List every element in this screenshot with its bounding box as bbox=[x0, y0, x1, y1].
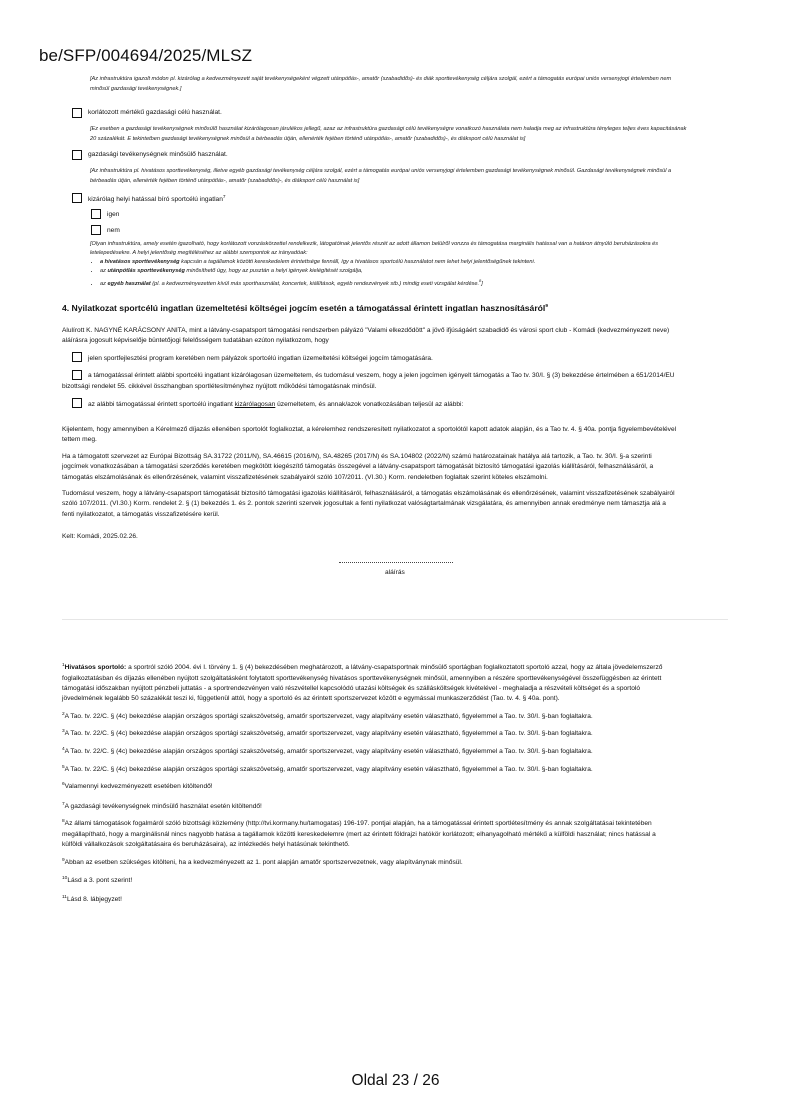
section-heading-text: 4. Nyilatkozat sportcélú ingatlan üzemeltetési költségei jogcím esetén a támogatással érintett ingatlan hasznosításáról bbox=[62, 303, 546, 313]
option-note bbox=[90, 166, 671, 186]
footnote-divider bbox=[62, 619, 728, 620]
checkbox-no[interactable] bbox=[91, 225, 101, 235]
note-top-line: [Az infrastruktúra igazolt módon pl. kizárólag a kedvezményezett saját tevékenységeként végzett utánpótlás-, amatőr (szabadidős)- és diák sporttevékenység céljára szolgál, ezért a támogatás európai uniós versenyjogi értelemben nem bbox=[90, 76, 672, 82]
footnotes bbox=[62, 661, 732, 906]
option-label-text: kizárólag helyi hatással bíró sportcélú ingatlan bbox=[88, 196, 223, 204]
paragraph: Tudomásul veszem, hogy a látvány-csapatsport támogatását biztosító támogatási igazolás kiállításáról, felhasználásáról, a támogatás elszámolásának és ellenőrzésének, valamint visszafizetésének szabályairól szóló 107/2011. (VI.30.) Korm. rendelet 2. § (1) bekezdés 1. és 2. pontok szerinti szervek jogosultak a fenti nyilatkozat valóságtartalmának vizsgálatára, és amennyiben annak eredménye nem támasztja alá a fenti nyilatkozatot, a támogatás visszafizetésére kerül. bbox=[62, 490, 675, 518]
signing-date: Kelt: Komádi, 2025.02.26. bbox=[62, 533, 138, 540]
criteria-list bbox=[90, 258, 658, 289]
signature-line bbox=[339, 562, 453, 563]
intro-line: aláírásra jogosult képviselője büntetőjogi felelősségem tudatában ezúton nyilatkozom, hogy bbox=[62, 337, 329, 345]
option-label: jelen sportfejlesztési program keretében nem pályázok sportcélú ingatlan üzemeltetési költségei jogcím támogatására. bbox=[88, 355, 433, 362]
footnote: $^3$A Tao. tv. 22/C. § (4c) bekezdése alapján országos sportági szakszövetség, amatőr sportszervezet, vagy alapítvány esetén választható, figyelemmel a Tao. tv. 30/I. §-ban foglaltakra. bbox=[62, 729, 593, 738]
footnote: $^1$Hivatásos sportoló: a sportról szóló 2004. évi I. törvény 1. § (4) bekezdésében meghatározott, a látvány-csapatsportnak minősülő sportágban foglalkoztatott sportoló azzal, hogy az általa jövedelemszerző foglalkoztatásban és díjazás ellenében nyújtott szolgáltatásként folytatott sporttevékenység hivatásos sporttevékenységnek minősül, amennyiben a részére sporttevékenységével összefüggésben az érintett támogatási időszakban nyújtott pénzbeli juttatás - a sportrendezvényen való részvétellel kapcsolódó utazási költségek és szállásköltségek kivételével - meghaladja a részvételi költséget és a sportoló jövedelmének legalább 50 százalékát teszi ki, függetlenül attól, hogy a sportoló és az érintett sportszervezet között e egymással munkaszerződést (Tao. tv. 4. § 40a. pont). bbox=[62, 663, 663, 703]
checkbox-local-impact[interactable] bbox=[72, 193, 82, 203]
list-item: • a hivatásos sporttevékenység kapcsán a tagállamok közötti kereskedelem érintettsége fennáll, így a hivatásos sportcélú használatot nem lehet helyi jelentőségűnek tekinteni. bbox=[100, 258, 658, 267]
declaration-intro bbox=[62, 326, 669, 347]
paragraph: Kijelentem, hogy amennyiben a Kérelmező díjazás ellenében sportolót foglalkoztat, a kérelemhez rendszeresített nyilatkozatot a sportolótól kapott adatok alapján, és a Tao tv. 4. § 40a. pontja figyelembevételével tettem meg. bbox=[62, 426, 677, 444]
option-label: korlátozott mértékű gazdasági célú használat. bbox=[88, 109, 222, 116]
checkbox-no-application[interactable] bbox=[72, 352, 82, 362]
note-line: [Olyan infrastruktúra, amely esetén igazolható, hogy korlátozott vonzáskörzettel rendelkezik, látogatóinak jelentős részét az adott államon belülről vonzza és támogatása marginális hatással van a határon átnyúló beruházásokra és bbox=[90, 241, 659, 247]
option-note bbox=[90, 124, 686, 144]
signature-label: aláírás bbox=[385, 569, 405, 576]
footnote: $^{11}$Lásd 8. lábjegyzet! bbox=[62, 894, 122, 904]
note-line: bérbeadás útján, ellenérték fejében történő utánpótlás-, amatőr (szabadidős)-, és diáksport célú használat is] bbox=[90, 178, 360, 184]
option-note bbox=[90, 240, 658, 289]
option-line: a támogatással érintett alábbi sportcélú ingatlant kizárólagosan üzemeltetem, és tudomásul veszem, hogy a jelen jogcímen igényelt támogatás a Tao tv. 30/I. § (3) bekezdése értelmében a 651/2014/EU bbox=[88, 372, 675, 379]
footnote: $^{10}$Lásd a 3. pont szerint! bbox=[62, 876, 133, 885]
checkbox-limited-economic-use[interactable] bbox=[72, 108, 82, 118]
option-label bbox=[88, 371, 675, 381]
intro-line: Alulírott K. NAGYNÉ KARÁCSONY ANITA, mint a látvány-csapatsport támogatási rendszerben pályázó "Valami elkezdődött" a jövő ifjúságáért szabadidő és városi sport club - Komádi (kedvezményezett neve) bbox=[62, 327, 670, 334]
footnote: $^8$Az állami támogatások fogalmáról szóló bizottsági közlemény (http://tvi.kormany.hu/tamogatas) 196-197. pontjai alapján, ha a támogatással érintett sportlétesítmény és annak szolgáltatásai tekintetében megállapítható, hogy a marginálisnál nincs nagyobb hatása a tagállamok közötti kereskedelemre (mert az érintett földrajzi hatókör korlátozott; elhanyagolható mértékű a külföldi használat; nincs hatással a külföldi vállalkozások szolgáltatásaira és beruházásaira), az intézkedés helyi hatásúnak tekinthető. bbox=[62, 819, 656, 849]
option-label: igen bbox=[107, 211, 120, 218]
note-line: letelepedésekre. A helyi jelentőség megítéléséhez az alábbi szempontok az irányadóak: bbox=[90, 250, 308, 256]
note-line: [Ez esetben a gazdasági tevékenységnek minősülő használat kizárólagosan járulékos jellegű, azaz az infrastruktúra gazdasági célú tevékenységre vonatkozó használata nem haladja meg az infrastruktúra tényleges teljes éves kapacitásának bbox=[90, 126, 687, 132]
option-label bbox=[88, 195, 226, 203]
note-top-line: minősül gazdasági tevékenységnek.] bbox=[90, 86, 182, 92]
section-heading bbox=[62, 303, 548, 313]
option-line: bizottsági rendelet 55. cikkével összhangban sportlétesítményhez nyújtott működési támogatásnak minősül. bbox=[62, 383, 377, 390]
footnote: $^4$A Tao. tv. 22/C. § (4c) bekezdése alapján országos sportági szakszövetség, amatőr sportszervezet, vagy alapítvány esetén választható, figyelemmel a Tao. tv. 30/I. §-ban foglaltakra. bbox=[62, 747, 593, 756]
option-label: az alábbi támogatással érintett sportcélú ingatlant kizárólagosan üzemeltetem, és annak/azok vonatkozásában teljesül az alábbi: bbox=[88, 401, 464, 408]
page-number: Oldal 23 / 26 bbox=[351, 1072, 440, 1089]
footnote-ref: 9 bbox=[545, 304, 548, 310]
option-label: gazdasági tevékenységnek minősülő használat. bbox=[88, 151, 228, 158]
note-line: [Az infrastruktúra pl. hivatásos sporttevékenység, illetve egyéb gazdasági tevékenység céljára szolgál, ezért a támogatás európai uniós versenyjogi értelemben gazdasági tevékenységnek minősül. Gazdasági tevékenységnek minősül a bbox=[90, 168, 672, 174]
list-item: • az egyéb használat (pl. a kedvezményezetten kívül más sporthasználat, koncertek, kiállítások, egyéb rendezvények stb.) mindig eseti vizsgálat kérdése.$^8$] bbox=[100, 276, 658, 289]
checkbox-exclusive-operation[interactable] bbox=[72, 370, 82, 380]
checkbox-economic-use[interactable] bbox=[72, 150, 82, 160]
footnote-ref: 7 bbox=[222, 195, 226, 200]
footnote: $^5$A Tao. tv. 22/C. § (4c) bekezdése alapján országos sportági szakszövetség, amatőr sportszervezet, vagy alapítvány esetén választható, figyelemmel a Tao. tv. 30/I. §-ban foglaltakra. bbox=[62, 764, 593, 773]
list-item: • az utánpótlás sporttevékenység minősíthető úgy, hogy az pusztán a helyi igények kielégítését szolgálja, bbox=[100, 267, 658, 276]
paragraph: Ha a támogatott szervezet az Európai Bizottság SA.31722 (2011/N), SA.46615 (2016/N), SA.48265 (2017/N) és SA.104802 (2022/N) számú határozatainak hatálya alá tartozik, a Tao. tv. 30/I. §-a szerinti jogcímek vonatkozásában a támogatási szerződés keretében megkötött kiegészítő támogatás összegével a látvány-csapatsport támogatását biztosító támogatási igazolás kiállításáról, felhasználásáról, a támogatás elszámolásának és ellenőrzésének, valamint visszafizetésének szabályairól szóló 107/2011. (VI.30.) Korm. rendeletben foglaltak szerint köteles elszámolni. bbox=[62, 453, 654, 481]
note-line: 20 százalékát. E tekintetben gazdasági tevékenységnek minősül a bérbeadás útján, ellenérték fejében történő utánpótlás-, amatőr (szabadidős)-, és diáksport célú használat is] bbox=[90, 136, 526, 142]
footnote: $^6$Valamennyi kedvezményezett esetében kitöltendő! bbox=[62, 782, 213, 791]
footnote: $^9$Abban az esetben szükséges kitölteni, ha a kedvezményezett az 1. pont alapján amatőr sportszervezetnek, vagy alapítványnak minősül. bbox=[62, 857, 463, 866]
footnote: $^7$A gazdasági tevékenységnek minősülő használat esetén kitöltendő! bbox=[62, 801, 262, 810]
note-top bbox=[90, 74, 671, 94]
option-label: nem bbox=[107, 227, 120, 234]
footnote: $^2$A Tao. tv. 22/C. § (4c) bekezdése alapján országos sportági szakszövetség, amatőr sportszervezet, vagy alapítvány esetén választható, figyelemmel a Tao. tv. 30/I. §-ban foglaltakra. bbox=[62, 711, 593, 720]
document-id: be/SFP/004694/2025/MLSZ bbox=[39, 46, 253, 65]
checkbox-yes[interactable] bbox=[91, 209, 101, 219]
checkbox-exclusive-operation-conditions[interactable] bbox=[72, 398, 82, 408]
